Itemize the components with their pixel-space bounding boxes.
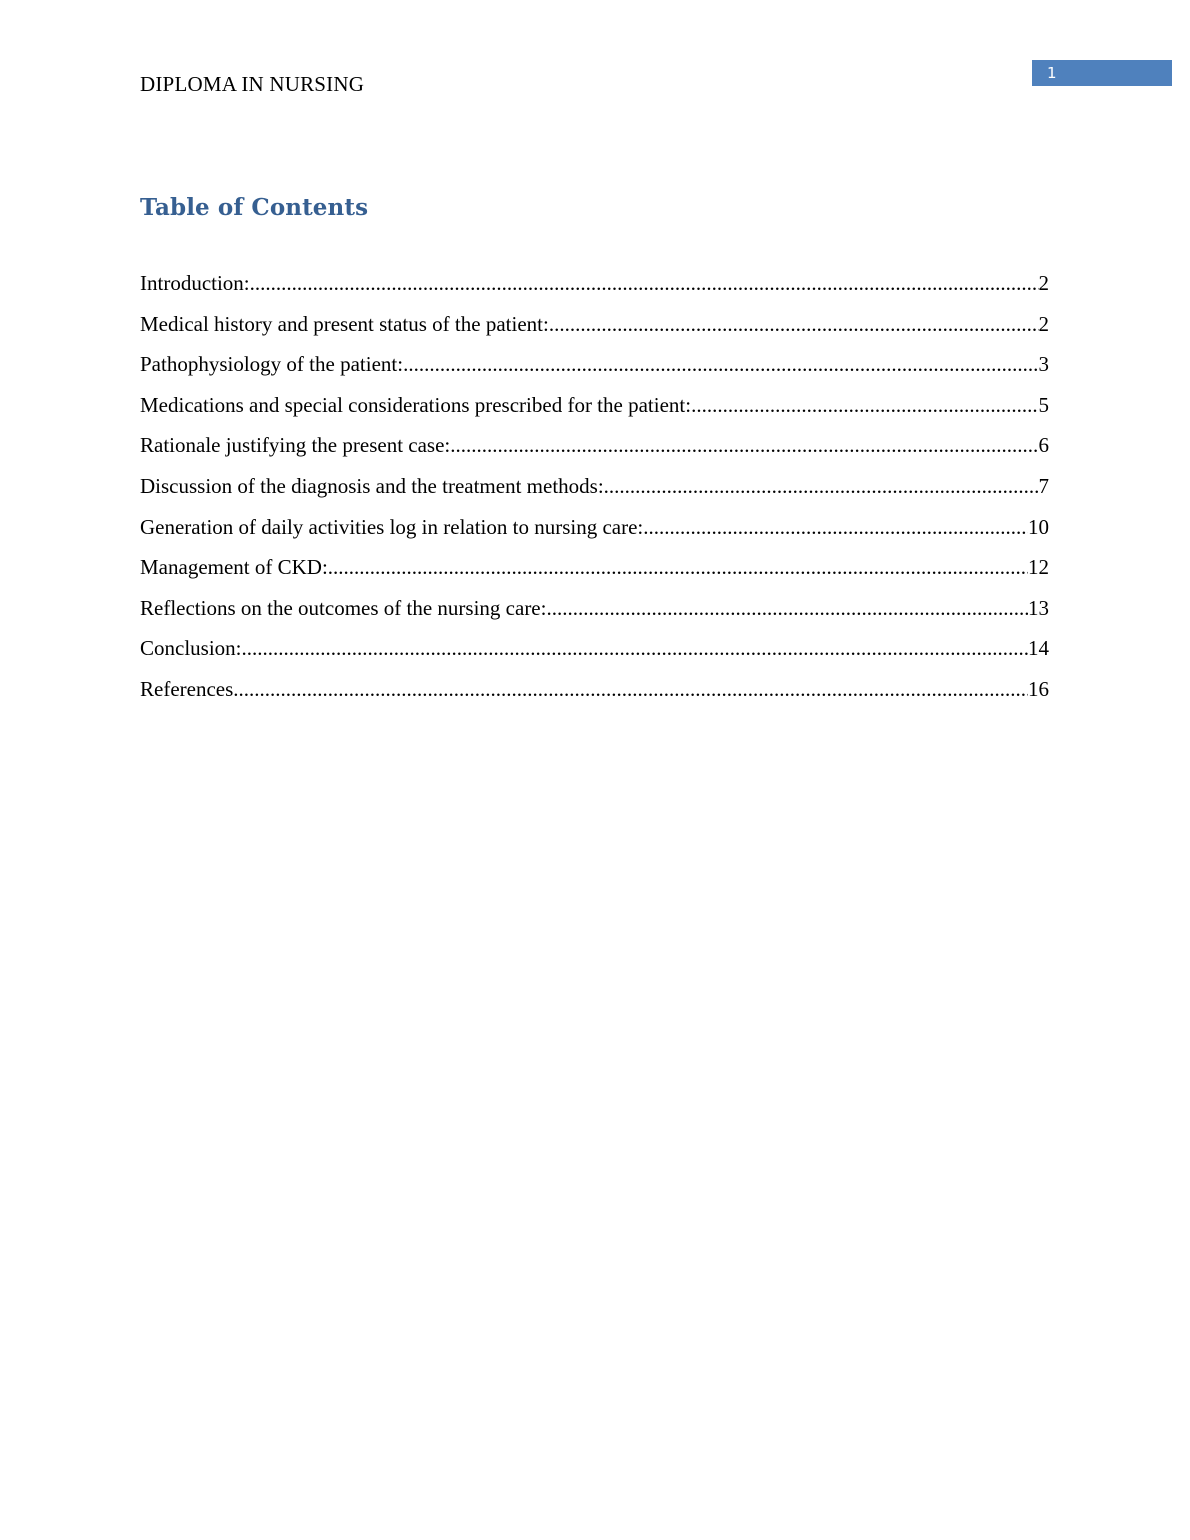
toc-dot-leader	[691, 390, 1038, 420]
toc-entry-label: References	[140, 676, 234, 701]
toc-entry-pathophysiology[interactable]	[140, 349, 1049, 390]
toc-dot-leader	[546, 593, 1028, 623]
toc-entry-page: 3	[1038, 352, 1049, 377]
toc-entry-activities-log[interactable]	[140, 512, 1049, 553]
toc-entry-reflections[interactable]	[140, 593, 1049, 634]
toc-entry-page: 5	[1038, 392, 1049, 417]
toc-entry-page: 14	[1028, 636, 1049, 661]
toc-entry-discussion[interactable]	[140, 471, 1049, 512]
toc-entry-page: 6	[1038, 433, 1049, 458]
toc-title: Table of Contents	[140, 194, 369, 221]
toc-entry-page: 16	[1028, 676, 1049, 701]
toc-dot-leader	[450, 430, 1038, 460]
toc-entry-label: Introduction:	[140, 271, 250, 295]
toc-dot-leader	[604, 471, 1039, 501]
toc-entry-page: 13	[1028, 595, 1049, 620]
toc-entry-rationale[interactable]	[140, 430, 1049, 471]
page-number: 1	[1047, 64, 1057, 82]
toc-dot-leader	[242, 633, 1028, 663]
toc-dot-leader	[328, 552, 1028, 582]
toc-entry-page: 7	[1038, 473, 1049, 498]
toc-entry-label: Discussion of the diagnosis and the treatment methods:	[140, 473, 604, 498]
toc-entry-page: 12	[1028, 555, 1049, 580]
toc-dot-leader	[549, 309, 1039, 339]
toc-entry-medications[interactable]	[140, 390, 1049, 431]
toc-entry-label: Management of CKD:	[140, 555, 328, 580]
toc-entry-label: Reflections on the outcomes of the nursing care:	[140, 595, 547, 620]
toc-entry-page: 2	[1038, 311, 1049, 336]
toc-dot-leader	[403, 349, 1038, 379]
running-head: DIPLOMA IN NURSING	[140, 72, 365, 96]
toc-entry-label: Generation of daily activities log in relation to nursing care:	[140, 514, 644, 539]
toc-entry-introduction[interactable]	[140, 268, 1049, 309]
toc-entry-label: Rationale justifying the present case:	[140, 433, 451, 458]
toc-entry-label: Conclusion:	[140, 636, 242, 661]
toc-entry-conclusion[interactable]	[140, 633, 1049, 674]
toc-dot-leader	[250, 268, 1039, 298]
toc-entry-management-ckd[interactable]	[140, 552, 1049, 593]
toc-entry-label: Medical history and present status of the patient:	[140, 311, 549, 336]
toc-entry-medical-history[interactable]	[140, 309, 1049, 350]
toc-entry-page: 10	[1028, 514, 1049, 539]
toc-entry-references[interactable]	[140, 674, 1049, 715]
page-number-badge	[1032, 60, 1172, 86]
toc-entry-label: Pathophysiology of the patient:	[140, 352, 404, 377]
toc-list	[140, 268, 1049, 715]
toc-entry-page: 2	[1038, 271, 1049, 295]
toc-entry-label: Medications and special considerations prescribed for the patient:	[140, 392, 692, 417]
toc-dot-leader	[233, 674, 1028, 704]
toc-dot-leader	[643, 512, 1028, 542]
